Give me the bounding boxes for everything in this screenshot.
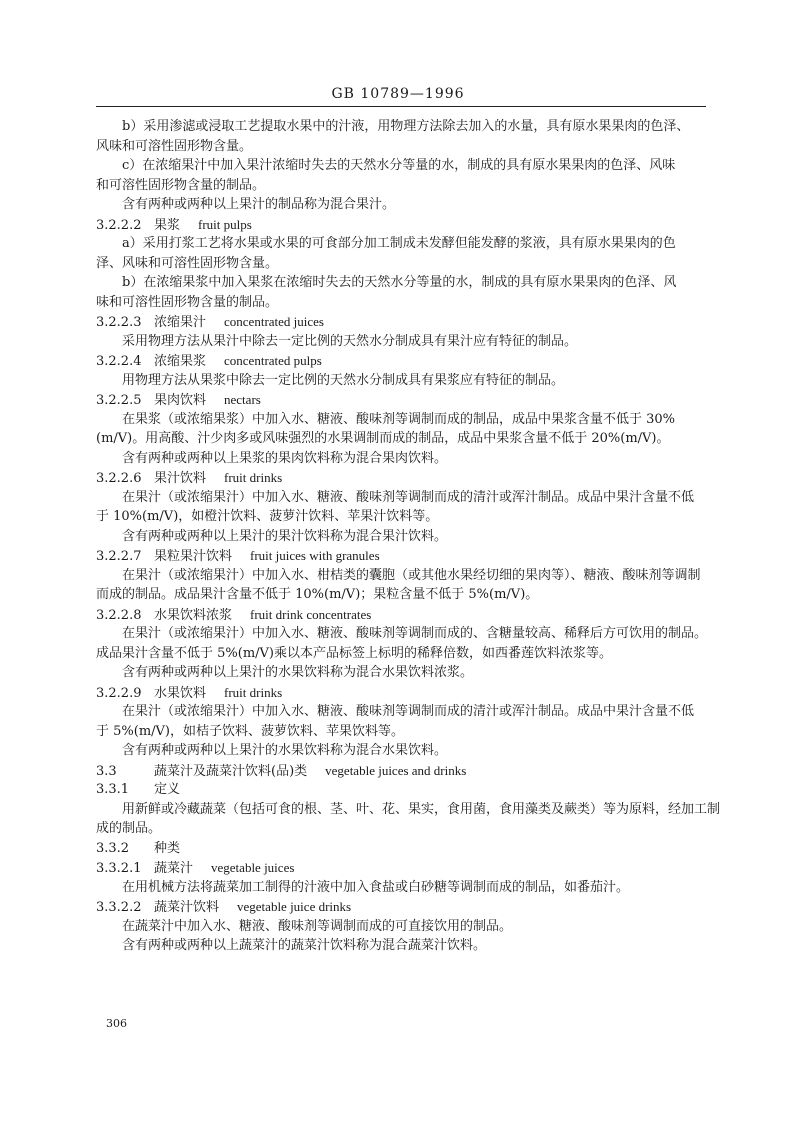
header-divider (96, 106, 706, 107)
paragraph (96, 117, 714, 156)
section-title-english: vegetable juice drinks (237, 899, 352, 914)
section-title: 种类 (154, 840, 181, 856)
section-title: 浓缩果浆 (154, 354, 207, 369)
paragraph (96, 371, 714, 391)
section-title: 水果饮料浓浆 (154, 607, 233, 623)
section-number: 3.2.2.5 (96, 393, 142, 408)
section-title: 蔬菜汁 (154, 861, 194, 876)
paragraph-line: 于 5%(m/V)，如桔子饮料、菠萝饮料、苹果饮料等。 (96, 723, 404, 739)
section-title-english: fruit drinks (224, 684, 283, 700)
section-title: 果浆 (154, 217, 181, 233)
paragraph-line: 用物理方法从果浆中除去一定比例的天然水分制成具有果浆应有特征的制品。 (122, 372, 565, 388)
section-title-english: fruit pulps (198, 216, 252, 232)
section-title-english: nectars (224, 392, 261, 407)
paragraph-line: c）在浓缩果汁中加入果汁浓缩时失去的天然水分等量的水，制成的具有原水果果肉的色泽、风味 (122, 158, 676, 173)
section-number: 3.3 (96, 763, 117, 779)
section-heading (96, 312, 714, 332)
paragraph (96, 663, 714, 683)
section-number: 3.2.2.6 (96, 471, 142, 486)
section-title: 定义 (154, 782, 181, 797)
section-title: 果肉饮料 (154, 393, 207, 408)
paragraph (96, 936, 714, 956)
standard-id: GB 10789—1996 (331, 86, 465, 102)
paragraph-line: 在果汁（或浓缩果汁）中加入水、糖液、酸味剂等调制而成的清汁或浑汁制品。成品中果汁含量不低 (122, 489, 695, 505)
paragraph (96, 624, 714, 663)
paragraph-line: 采用物理方法从果汁中除去一定比例的天然水分制成具有果汁应有特征的制品。 (122, 333, 578, 349)
section-number: 3.2.2.8 (96, 607, 142, 623)
section-heading (96, 390, 714, 410)
paragraph-line: 和可溶性固形物含量的制品。 (96, 177, 266, 193)
paragraph-line: 在果汁（或浓缩果汁）中加入水、柑桔类的囊胞（或其他水果经切细的果肉等）、糖液、酸味剂等调制 (122, 567, 701, 583)
section-title-english: fruit juices with granules (250, 548, 380, 563)
paragraph (96, 195, 714, 215)
paragraph (96, 332, 714, 352)
paragraph-line: 用新鲜或冷藏蔬菜（包括可食的根、茎、叶、花、果实，食用菌，食用藻类及蕨类）等为原料，经加工制 (122, 801, 721, 817)
section-number: 3.2.2.7 (96, 549, 142, 564)
section-number: 3.2.2.4 (96, 354, 142, 369)
paragraph-line: 在蔬菜汁中加入水、糖液、酸味剂等调制而成的可直接饮用的制品。 (122, 918, 513, 934)
paragraph-line: 而成的制品。成品果汁含量不低于 10%(m/V)；果粒含量不低于 5%(m/V)。 (96, 587, 539, 602)
section-heading (96, 468, 714, 488)
section-title-english: concentrated pulps (224, 353, 322, 368)
section-title-english: concentrated juices (224, 314, 324, 329)
paragraph (96, 702, 714, 741)
section-number: 3.2.2.9 (96, 685, 142, 701)
section-heading (96, 215, 714, 235)
paragraph-line: 在果汁（或浓缩果汁）中加入水、糖液、酸味剂等调制而成的、含糖量较高、稀释后方可饮用的制品。 (122, 626, 708, 641)
section-title: 水果饮料 (154, 685, 207, 701)
section-number: 3.3.1 (96, 782, 130, 797)
section-heading (96, 780, 714, 800)
section-title-english: fruit drinks (224, 470, 283, 485)
paragraph (96, 410, 714, 449)
paragraph (96, 488, 714, 527)
section-title-english: fruit drink concentrates (250, 606, 372, 622)
section-title: 果汁饮料 (154, 471, 207, 486)
paragraph (96, 741, 714, 761)
section-heading (96, 897, 714, 917)
paragraph (96, 449, 714, 469)
paragraph-line: 含有两种或两种以上果汁的果汁饮料称为混合果汁饮料。 (122, 528, 448, 544)
paragraph (96, 273, 714, 312)
paragraph (96, 917, 714, 937)
paragraph-line: 在用机械方法将蔬菜加工制得的汁液中加入食盐或白砂糖等调制而成的制品，如番茄汁。 (122, 879, 630, 895)
section-title: 果粒果汁饮料 (154, 549, 233, 564)
document-body (96, 117, 721, 956)
section-title-english: vegetable juices and drinks (325, 762, 467, 778)
paragraph-line: 含有两种或两种以上果汁的水果饮料称为混合水果饮料浓浆。 (122, 665, 474, 680)
paragraph (96, 234, 714, 273)
page-header (0, 86, 796, 102)
paragraph-line: 含有两种或两种以上果浆的果肉饮料称为混合果肉饮料。 (122, 450, 448, 466)
paragraph-line: (m/V)。用高酸、汁少肉多或风味强烈的水果调制而成的制品，成品中果浆含量不低于 20%(m/V)。 (96, 431, 670, 446)
section-heading (96, 683, 714, 703)
paragraph (96, 156, 714, 195)
section-title: 浓缩果汁 (154, 315, 207, 330)
section-title-english: vegetable juices (211, 860, 295, 875)
section-heading (96, 605, 714, 625)
section-number: 3.2.2.2 (96, 217, 142, 233)
section-heading (96, 761, 714, 781)
paragraph (96, 527, 714, 547)
section-heading (96, 858, 714, 878)
paragraph-line: 成品果汁含量不低于 5%(m/V)乘以本产品标签上标明的稀释倍数，如西番莲饮料浓浆等。 (96, 645, 612, 661)
section-title: 蔬菜汁饮料 (154, 900, 220, 915)
page-number: 306 (106, 1017, 127, 1030)
section-number: 3.2.2.3 (96, 315, 142, 330)
paragraph-line: b）在浓缩果浆中加入果浆在浓缩时失去的天然水分等量的水，制成的具有原水果果肉的色泽、风 (122, 275, 677, 290)
section-number: 3.3.2.1 (96, 861, 142, 876)
paragraph-line: 在果浆（或浓缩果浆）中加入水、糖液、酸味剂等调制而成的制品，成品中果浆含量不低于 30% (122, 411, 676, 427)
paragraph-line: 含有两种或两种以上果汁的水果饮料称为混合水果饮料。 (122, 743, 448, 758)
paragraph-line: 泽、风味和可溶性固形物含量。 (96, 255, 279, 271)
section-title: 蔬菜汁及蔬菜汁饮料(品)类 (154, 763, 308, 779)
paragraph-line: 于 10%(m/V)，如橙汁饮料、菠萝汁饮料、苹果汁饮料等。 (96, 509, 439, 524)
paragraph-line: 味和可溶性固形物含量的制品。 (96, 294, 279, 310)
paragraph-line: 成的制品。 (96, 821, 162, 836)
paragraph-line: 在果汁（或浓缩果汁）中加入水、糖液、酸味剂等调制而成的清汁或浑汁制品。成品中果汁含量不低 (122, 704, 695, 719)
section-number: 3.3.2 (96, 840, 130, 856)
paragraph-line: 风味和可溶性固形物含量。 (96, 138, 253, 154)
paragraph-line: a）采用打浆工艺将水果或水果的可食部分加工制成未发酵但能发酵的浆液，具有原水果果肉的色 (122, 236, 676, 251)
paragraph (96, 878, 714, 898)
paragraph (96, 566, 714, 605)
section-heading (96, 546, 714, 566)
paragraph-line: 含有两种或两种以上蔬菜汁的蔬菜汁饮料称为混合蔬菜汁饮料。 (122, 938, 487, 953)
section-heading (96, 839, 714, 859)
paragraph-line: b）采用渗滤或浸取工艺提取水果中的汁液，用物理方法除去加入的水量，具有原水果果肉的色泽、 (122, 119, 690, 134)
paragraph-line: 含有两种或两种以上果汁的制品称为混合果汁。 (122, 197, 396, 212)
section-heading (96, 351, 714, 371)
paragraph (96, 800, 721, 839)
section-number: 3.3.2.2 (96, 900, 142, 915)
